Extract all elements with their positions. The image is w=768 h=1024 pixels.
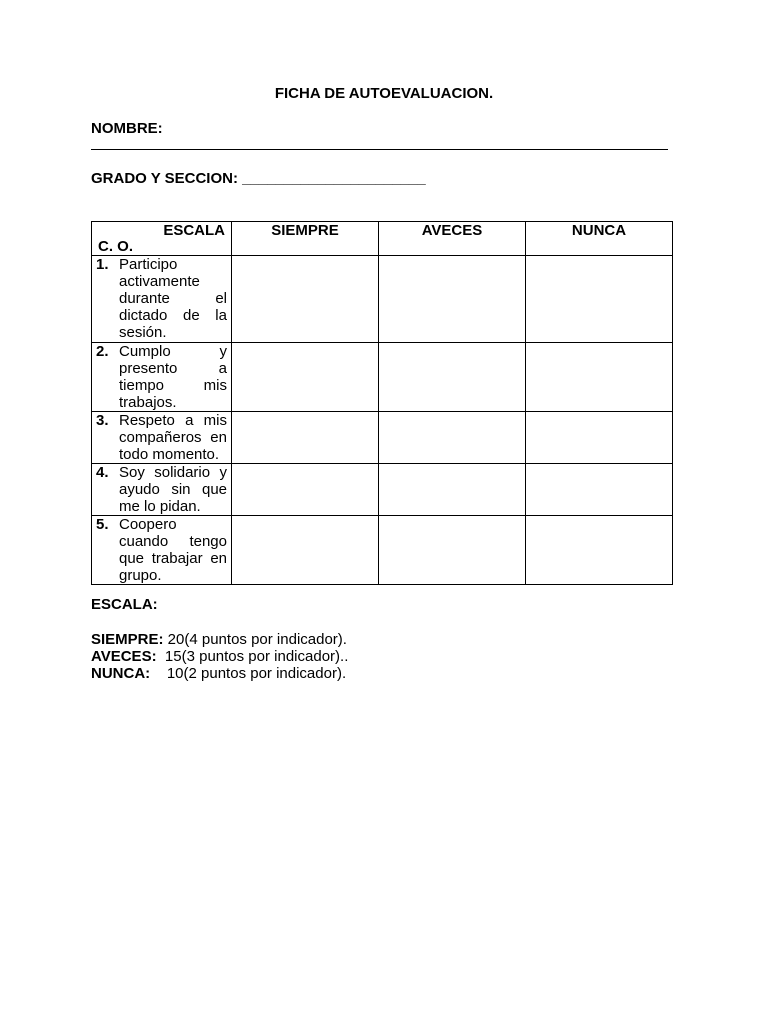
grado-seccion-field xyxy=(91,170,426,187)
scale-item-nunca xyxy=(91,665,348,682)
corner-escala-label: ESCALA xyxy=(163,222,225,239)
aveces-cell[interactable] xyxy=(379,516,526,585)
criterion-text: Participo activamente durante el dictado de la sesión. xyxy=(119,256,227,341)
criterion-number: 1. xyxy=(96,256,109,273)
criterion-cell xyxy=(92,343,232,412)
table-row xyxy=(92,256,673,343)
criterion-cell xyxy=(92,516,232,585)
scale-legend xyxy=(91,631,348,682)
column-header-nunca: NUNCA xyxy=(526,222,673,256)
scale-item-label: AVECES: xyxy=(91,648,157,665)
siempre-cell[interactable] xyxy=(232,464,379,516)
siempre-cell[interactable] xyxy=(232,343,379,412)
table-row xyxy=(92,412,673,464)
criterion-number: 2. xyxy=(96,343,109,360)
scale-heading: ESCALA: xyxy=(91,596,158,613)
criterion-text: Coopero cuando tengo que trabajar en grupo. xyxy=(119,516,227,584)
corner-header-cell xyxy=(92,222,232,256)
column-header-aveces: AVECES xyxy=(379,222,526,256)
criterion-text: Respeto a mis compañeros en todo momento. xyxy=(119,412,227,463)
siempre-cell[interactable] xyxy=(232,412,379,464)
table-row xyxy=(92,516,673,585)
scale-item-value: 10(2 puntos por indicador). xyxy=(150,665,347,682)
nombre-label: NOMBRE: xyxy=(91,120,163,137)
table-row xyxy=(92,343,673,412)
nunca-cell[interactable] xyxy=(526,343,673,412)
corner-co-label: C. O. xyxy=(98,238,134,255)
criterion-number: 4. xyxy=(96,464,109,481)
criterion-cell xyxy=(92,464,232,516)
table-row xyxy=(92,464,673,516)
criterion-cell xyxy=(92,412,232,464)
nunca-cell[interactable] xyxy=(526,464,673,516)
scale-item-label: SIEMPRE: xyxy=(91,631,164,648)
criterion-text: Soy solidario y ayudo sin que me lo pidan. xyxy=(119,464,227,515)
aveces-cell[interactable] xyxy=(379,256,526,343)
siempre-cell[interactable] xyxy=(232,516,379,585)
scale-item-aveces xyxy=(91,648,348,665)
evaluation-table xyxy=(91,221,673,585)
grado-label: GRADO Y SECCION: xyxy=(91,170,238,187)
scale-item-value: 20(4 puntos por indicador). xyxy=(163,631,347,648)
criterion-cell xyxy=(92,256,232,343)
aveces-cell[interactable] xyxy=(379,412,526,464)
document-title: FICHA DE AUTOEVALUACION. xyxy=(274,85,494,102)
siempre-cell[interactable] xyxy=(232,256,379,343)
scale-item-label: NUNCA: xyxy=(91,665,151,682)
scale-item-value: 15(3 puntos por indicador).. xyxy=(156,648,349,665)
nunca-cell[interactable] xyxy=(526,256,673,343)
grado-blank-line: ______________________ xyxy=(242,170,426,187)
column-header-siempre: SIEMPRE xyxy=(232,222,379,256)
nunca-cell[interactable] xyxy=(526,412,673,464)
criterion-text: Cumplo y presento a tiempo mis trabajos. xyxy=(119,343,227,411)
table-header-row xyxy=(92,222,673,256)
aveces-cell[interactable] xyxy=(379,343,526,412)
criterion-number: 5. xyxy=(96,516,109,533)
nombre-blank-line xyxy=(91,149,668,150)
scale-item-siempre xyxy=(91,631,348,648)
criterion-number: 3. xyxy=(96,412,109,429)
aveces-cell[interactable] xyxy=(379,464,526,516)
nunca-cell[interactable] xyxy=(526,516,673,585)
